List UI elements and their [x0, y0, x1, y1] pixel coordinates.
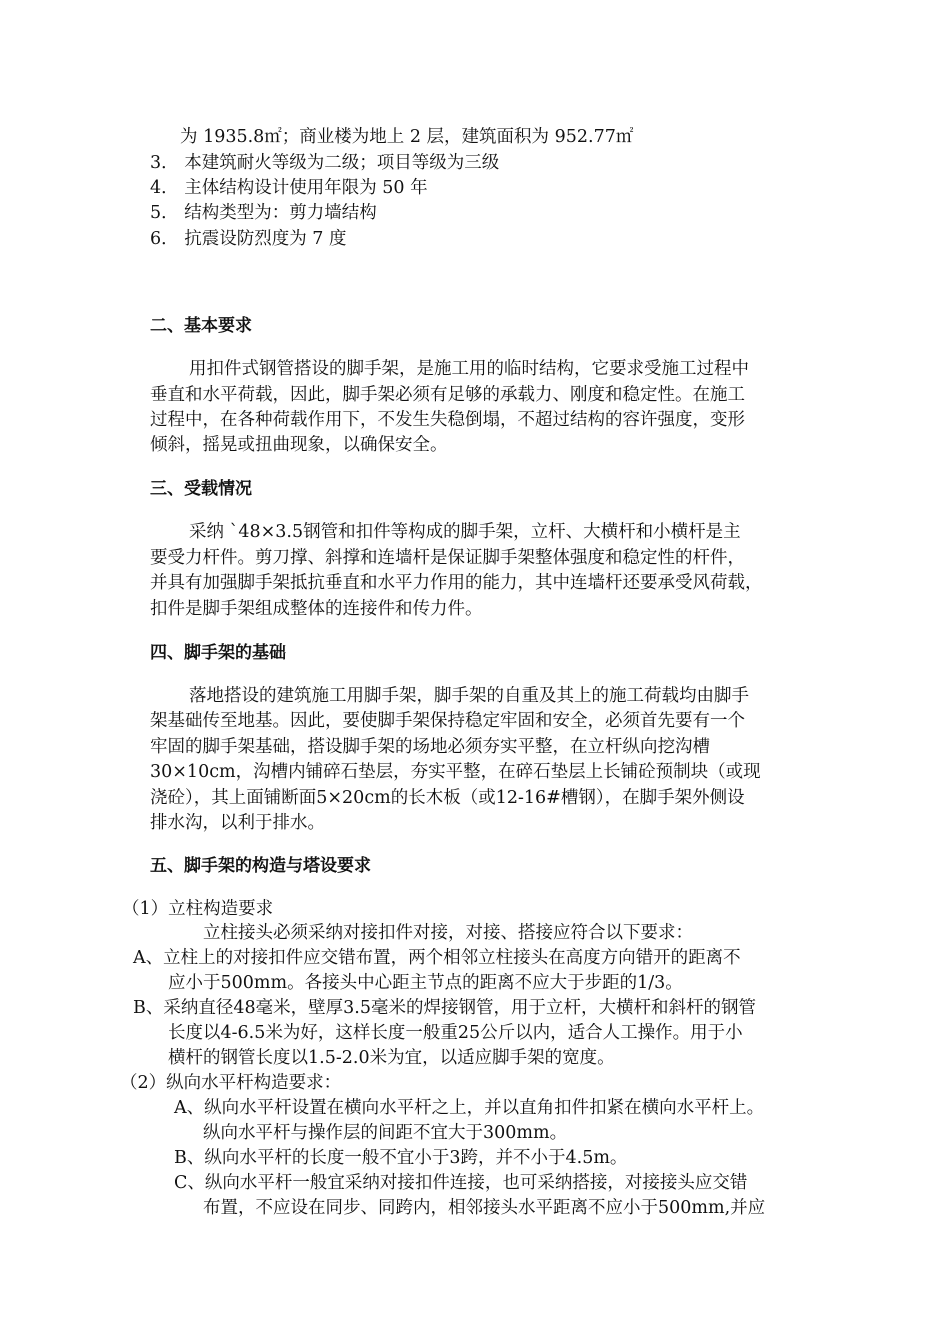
list-item-c-cont: 布置，不应设在同步、同跨内，相邻接头水平距离不应小于500mm,并应: [203, 1198, 766, 1218]
intro-continuation: 为 1935.8㎡；商业楼为地上 2 层，建筑面积为 952.77㎡: [180, 127, 634, 147]
intro-item-5: 5． 结构类型为：剪力墙结构: [150, 203, 377, 223]
paragraph-line: 牢固的脚手架基础，搭设脚手架的场地必须夯实平整，在立杆纵向挖沟槽: [150, 737, 710, 757]
list-item-a: A、立柱上的对接扣件应交错布置，两个相邻立柱接头在高度方向错开的距离不: [133, 948, 741, 968]
list-item-a-cont: 应小于500mm。各接头中心距主节点的距离不应大于步距的1/3。: [168, 973, 683, 993]
paragraph-line: 用扣件式钢管搭设的脚手架，是施工用的临时结构，它要求受施工过程中: [189, 359, 749, 379]
subsection-heading-horizontal-bars: （2）纵向水平杆构造要求：: [120, 1073, 342, 1093]
intro-item-3: 3． 本建筑耐火等级为二级；项目等级为三级: [150, 153, 500, 173]
section-heading-construction: 五、脚手架的构造与塔设要求: [150, 856, 371, 876]
list-item-b-cont: 长度以4-6.5米为好，这样长度一般重25公斤以内，适合人工操作。用于小: [168, 1023, 743, 1043]
paragraph-line: 垂直和水平荷载，因此，脚手架必须有足够的承载力、刚度和稳定性。在施工: [150, 385, 745, 405]
paragraph-line: 并具有加强脚手架抵抗垂直和水平力作用的能力，其中连墙杆还要承受风荷载，: [150, 573, 763, 593]
list-item-a-cont: 纵向水平杆与操作层的间距不宜大于300mm。: [203, 1123, 568, 1143]
paragraph-line: 采纳 `48×3.5钢管和扣件等构成的脚手架，立杆、大横杆和小横杆是主: [189, 522, 741, 542]
subsection-heading-columns: （1）立柱构造要求: [122, 899, 274, 919]
section-heading-foundation: 四、脚手架的基础: [150, 643, 286, 663]
section-heading-basic-requirements: 二、基本要求: [150, 316, 252, 336]
paragraph-line: 30×10cm，沟槽内铺碎石垫层，夯实平整，在碎石垫层上长铺砼预制块（或现: [150, 762, 761, 782]
paragraph-line: 过程中，在各种荷载作用下，不发生失稳倒塌，不超过结构的容许强度，变形: [150, 410, 745, 430]
paragraph-line: 要受力杆件。剪刀撑、斜撑和连墙杆是保证脚手架整体强度和稳定性的杆件，: [150, 548, 745, 568]
section-heading-load-conditions: 三、受载情况: [150, 479, 252, 499]
paragraph-line: 倾斜，摇晃或扭曲现象，以确保安全。: [150, 435, 448, 455]
paragraph-line: 排水沟，以利于排水。: [150, 813, 325, 833]
list-item-c: C、纵向水平杆一般宜采纳对接扣件连接，也可采纳搭接，对接接头应交错: [174, 1173, 748, 1193]
paragraph-line: 立柱接头必须采纳对接扣件对接，对接、搭接应符合以下要求：: [203, 923, 693, 943]
list-item-a: A、纵向水平杆设置在横向水平杆之上，并以直角扣件扣紧在横向水平杆上。: [174, 1098, 765, 1118]
paragraph-line: 落地搭设的建筑施工用脚手架，脚手架的自重及其上的施工荷载均由脚手: [189, 686, 749, 706]
list-item-b: B、纵向水平杆的长度一般不宜小于3跨，并不小于4.5m。: [174, 1148, 628, 1168]
intro-item-4: 4． 主体结构设计使用年限为 50 年: [150, 178, 428, 198]
paragraph-line: 扣件是脚手架组成整体的连接件和传力件。: [150, 599, 483, 619]
paragraph-line: 浇砼），其上面铺断面5×20cm的长木板（或12-16#槽钢），在脚手架外侧设: [150, 788, 745, 808]
intro-item-6: 6． 抗震设防烈度为 7 度: [150, 229, 347, 249]
list-item-b-cont: 横杆的钢管长度以1.5-2.0米为宜，以适应脚手架的宽度。: [168, 1048, 615, 1068]
list-item-b: B、采纳直径48毫米，壁厚3.5毫米的焊接钢管，用于立杆，大横杆和斜杆的钢管: [133, 998, 756, 1018]
paragraph-line: 架基础传至地基。因此，要使脚手架保持稳定牢固和安全，必须首先要有一个: [150, 711, 745, 731]
